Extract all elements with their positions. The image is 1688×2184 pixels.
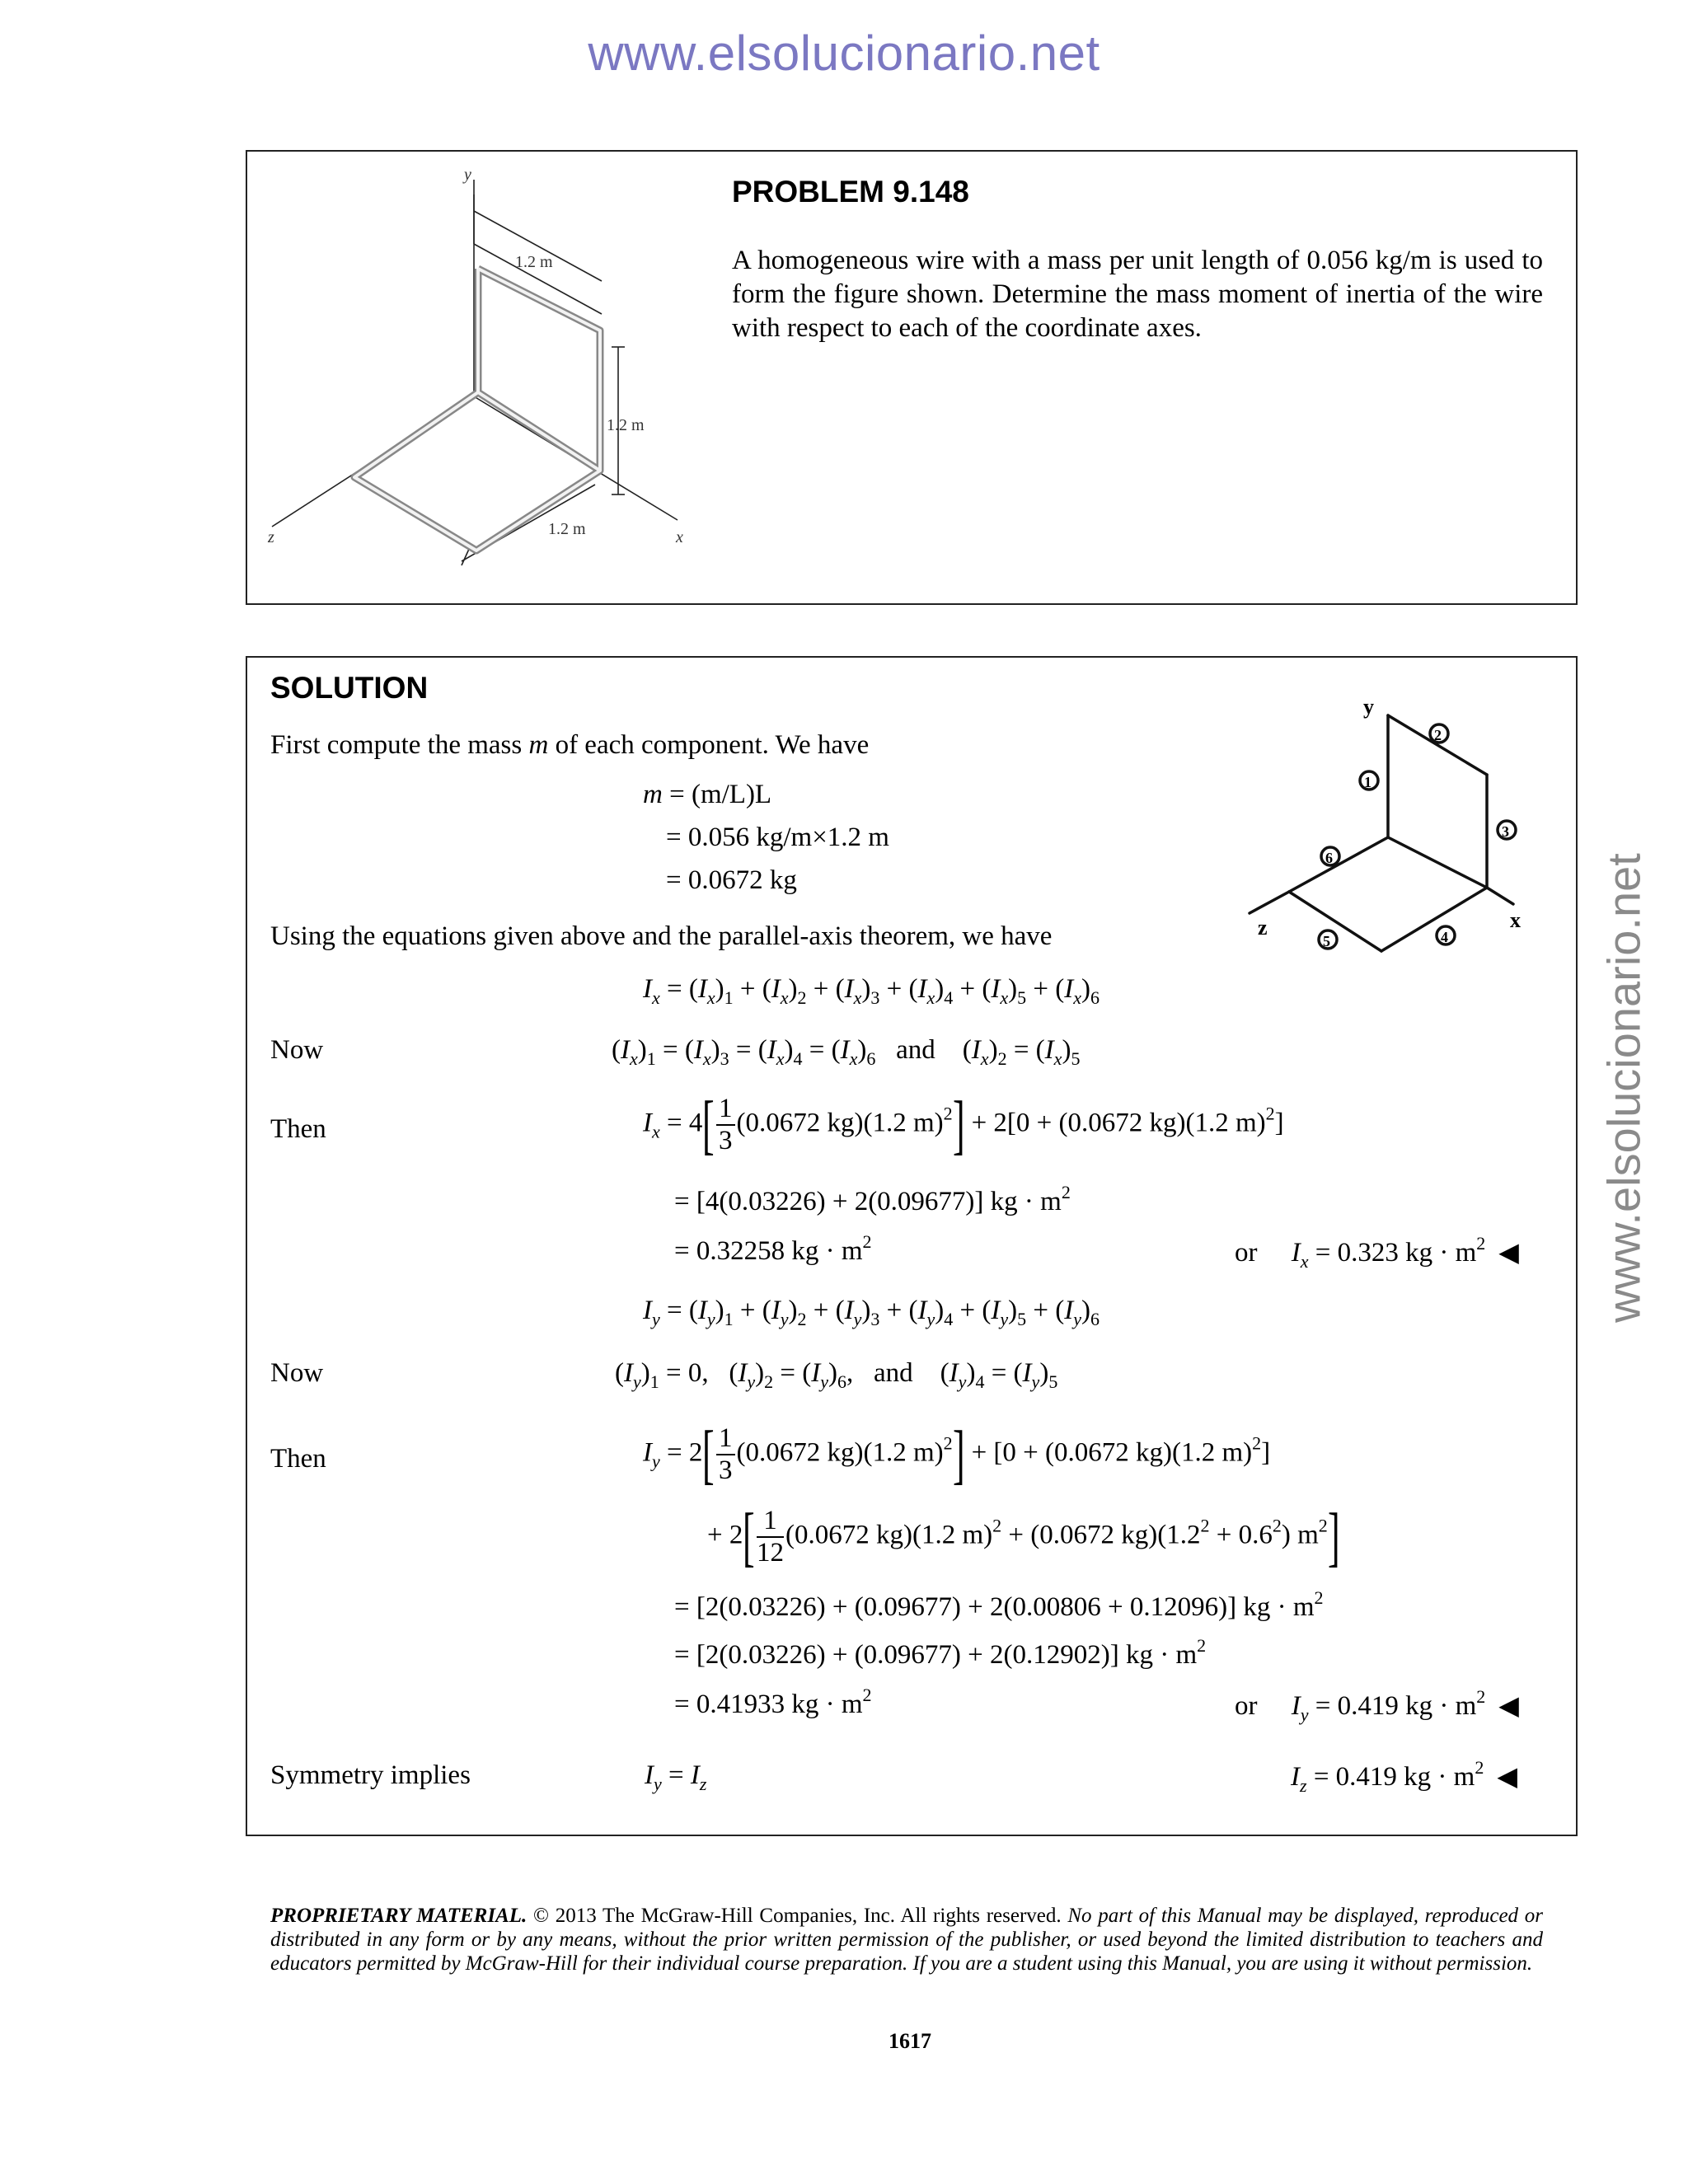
answer-marker-icon: ◀ bbox=[1498, 1237, 1519, 1267]
sketch-label-3: 3 bbox=[1502, 823, 1509, 840]
intro-text: First compute the mass bbox=[270, 730, 523, 760]
or-word-2: or bbox=[1235, 1691, 1258, 1721]
iy-equals-iz: $I_y = I_z$ bbox=[645, 1760, 707, 1794]
sketch-label-y: y bbox=[1363, 695, 1374, 719]
mass-line-1 bbox=[643, 780, 771, 810]
sketch-label-x: x bbox=[1510, 908, 1521, 932]
sketch-label-4: 4 bbox=[1441, 929, 1448, 945]
watermark-side-text: www.elsolucionario.net bbox=[1597, 853, 1650, 1323]
answer-marker-icon: ◀ bbox=[1497, 1761, 1517, 1791]
footer-copyright: © 2013 The McGraw-Hill Companies, Inc. All rights reserved. bbox=[533, 1905, 1062, 1927]
ix-line-2: = [4(0.03226) + 2(0.09677)] kg · $m^2$ bbox=[674, 1182, 1071, 1216]
problem-title: PROBLEM 9.148 bbox=[732, 175, 969, 209]
mass-line-1-text: = (m/L)L bbox=[669, 780, 772, 809]
iy-line-4-text: = [2(0.03226) + (0.09677) + 2(0.12902)] kg · m bbox=[674, 1640, 1198, 1670]
iy-line-5-text: = 0.41933 kg · m bbox=[674, 1690, 863, 1719]
sketch-label-5: 5 bbox=[1323, 933, 1330, 949]
answer-marker-icon: ◀ bbox=[1498, 1690, 1519, 1720]
iy-line-3: = [2(0.03226) + (0.09677) + 2(0.00806 + 0.12096)] kg · $m^2$ bbox=[674, 1587, 1324, 1622]
watermark-top: www.elsolucionario.net bbox=[588, 26, 1100, 81]
solution-sketch bbox=[1241, 694, 1546, 966]
iy-line-5: = 0.41933 kg · $m^2$ bbox=[674, 1685, 872, 1719]
now-label-1: Now bbox=[270, 1035, 324, 1065]
ix-sum: $I_x = (I_x)_1 + (I_x)_2 + (I_x)_3 + (I_x)_4 + (I_x)_5 + (I_x)_6$ bbox=[643, 974, 1100, 1008]
problem-statement: A homogeneous wire with a mass per unit length of 0.056 kg/m is used to form the figure shown. Determine the mass moment of inertia of the wire with respect to each of the coordinate axes. bbox=[732, 246, 1543, 343]
iz-answer-text: = 0.419 kg · m bbox=[1313, 1762, 1475, 1792]
now-label-2: Now bbox=[270, 1358, 324, 1388]
iy-line-2: + 2[ $\frac{1}{12}$ (0.0672 kg)(1.2 m)$^2$ + (0.0672 $kg)(1.2^2 + 0.6^2)$ $m^2$] bbox=[707, 1501, 1340, 1573]
mass-line-3: = 0.0672 kg bbox=[666, 865, 797, 895]
footer-lead: PROPRIETARY MATERIAL. bbox=[270, 1905, 528, 1927]
iy-answer-text: = 0.419 kg · m bbox=[1315, 1691, 1477, 1721]
problem-figure bbox=[256, 162, 717, 590]
sketch-label-6: 6 bbox=[1325, 850, 1333, 866]
page-number: 1617 bbox=[889, 2029, 931, 2053]
mass-var: m bbox=[643, 780, 663, 809]
and-word-1: and bbox=[896, 1035, 935, 1065]
sketch-label-1: 1 bbox=[1364, 774, 1372, 790]
problem-figure-dim-top: 1.2 m bbox=[515, 253, 553, 271]
ix-line-2-text: = [4(0.03226) + 2(0.09677)] kg · m bbox=[674, 1187, 1062, 1216]
symmetry-label: Symmetry implies bbox=[270, 1760, 471, 1790]
sketch-label-2: 2 bbox=[1434, 727, 1442, 743]
ix-answer: or $I_x = 0.323$ kg · $m^2$ ◀ bbox=[1235, 1233, 1519, 1272]
iy-line-3-text: = [2(0.03226) + (0.09677) + 2(0.00806 + 0.12096)] kg · m bbox=[674, 1592, 1315, 1622]
problem-figure-axis-y: y bbox=[464, 166, 471, 184]
ix-line-3: = 0.32258 kg · $m^2$ bbox=[674, 1231, 872, 1266]
iy-line-1: $I_y = 2$[ $\frac{1}{3}$ (0.0672 kg)(1.2 m)$^2$] + [0 + (0.0672 kg)(1.2 m)$^2$] bbox=[643, 1418, 1271, 1491]
ix-relation: $(I_x)_1 = (I_x)_3 = (I_x)_4 = (I_x)_6$ and $(I_x)_2 = (I_x)_5$ bbox=[612, 1035, 1081, 1069]
iy-line-4: = [2(0.03226) + (0.09677) + 2(0.12902)] kg · $m^2$ bbox=[674, 1635, 1207, 1670]
or-word-1: or bbox=[1235, 1238, 1258, 1268]
using-line: Using the equations given above and the parallel-axis theorem, we have bbox=[270, 921, 1053, 951]
iy-sum: $I_y = (I_y)_1 + (I_y)_2 + (I_y)_3 + (I_y)_4 + (I_y)_5 + (I_y)_6$ bbox=[643, 1296, 1100, 1329]
ix-answer-text: = 0.323 kg · m bbox=[1315, 1238, 1477, 1268]
solution-title: SOLUTION bbox=[270, 671, 429, 705]
problem-figure-dim-bottom: 1.2 m bbox=[548, 520, 586, 538]
problem-figure-dim-right: 1.2 m bbox=[607, 416, 645, 434]
footer-notice bbox=[270, 1904, 1543, 1975]
and-word-2: and bbox=[874, 1358, 913, 1388]
iy-answer: or $I_y = 0.419$ kg · $m^2$ ◀ bbox=[1235, 1686, 1519, 1725]
then-label-1: Then bbox=[270, 1114, 326, 1144]
intro-tail: of each component. We have bbox=[555, 730, 870, 760]
iy-relation: $(I_y)_1 = 0$, $(I_y)_2 = (I_y)_6$, and $(I_y)_4 = (I_y)_5$ bbox=[615, 1358, 1058, 1392]
mass-line-2: = 0.056 kg/m×1.2 m bbox=[666, 823, 889, 852]
sketch-label-z: z bbox=[1258, 916, 1268, 940]
problem-figure-axis-z: z bbox=[268, 528, 274, 546]
iz-answer: $I_z = 0.419$ kg · $m^2$ ◀ bbox=[1291, 1757, 1517, 1796]
intro-line bbox=[270, 730, 869, 761]
problem-figure-axis-x: x bbox=[676, 528, 683, 546]
then-label-2: Then bbox=[270, 1444, 326, 1474]
footer-notice-text: No part of this Manual may be displayed, reproduced or distributed in any form or by any means, without the prior written permission of the publisher, or used beyond the limited distribution to teachers and educators permitted by McGraw-Hill for their individual course preparation. If you are a student using this Manual, you are using it without permission. bbox=[270, 1905, 1544, 1975]
ix-line-3-text: = 0.32258 kg · m bbox=[674, 1236, 863, 1266]
ix-line-1: $I_x = 4$[ $\frac{1}{3}$ (0.0672 kg)(1.2 m)$^2$] + 2[0 + (0.0672 kg)(1.2 m)$^2$] bbox=[643, 1089, 1284, 1161]
intro-var: m bbox=[528, 730, 549, 760]
